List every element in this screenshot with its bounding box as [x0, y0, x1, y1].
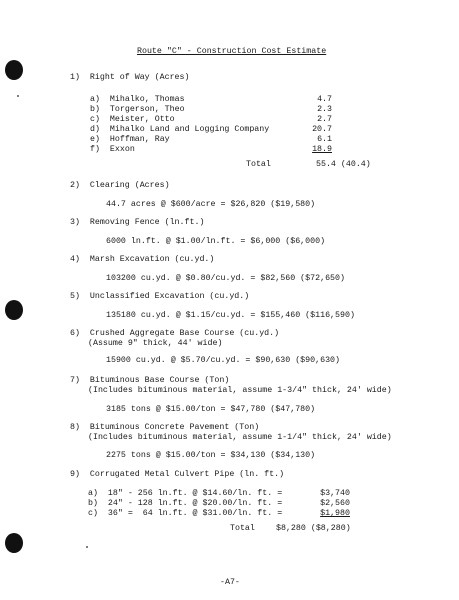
- section-heading: 4) Marsh Excavation (cu.yd.): [70, 255, 215, 264]
- speck: [86, 546, 88, 548]
- calc-line: 135180 cu.yd. @ $1.15/cu.yd. = $155,460 ($116,590): [106, 311, 355, 320]
- section-note: (Assume 9" thick, 44' wide): [88, 339, 223, 348]
- item-label: a) 18" - 256 ln.ft. @ $14.60/ln. ft. =: [88, 489, 283, 498]
- item-label: b) Torgerson, Theo: [90, 105, 185, 114]
- section-note: (Includes bituminous material, assume 1-1/4" thick, 24' wide): [88, 433, 392, 442]
- item-value: $2,560: [320, 499, 350, 508]
- item-label: c) Meister, Otto: [90, 115, 175, 124]
- item-value: $1,980: [320, 509, 350, 518]
- item-label: e) Hoffman, Ray: [90, 135, 170, 144]
- binder-hole: [5, 60, 23, 80]
- section-heading: 5) Unclassified Excavation (cu.yd.): [70, 292, 250, 301]
- calc-line: 15900 cu.yd. @ $5.70/cu.yd. = $90,630 ($90,630): [106, 356, 341, 365]
- calc-line: 6000 ln.ft. @ $1.00/ln.ft. = $6,000 ($6,000): [106, 237, 326, 246]
- page-title: Route "C" - Construction Cost Estimate: [137, 47, 327, 56]
- total-value: 55.4 (40.4): [316, 160, 371, 169]
- calc-line: 3185 tons @ $15.00/ton = $47,780 ($47,780): [106, 405, 316, 414]
- total-label: Total: [246, 160, 271, 169]
- binder-hole: [5, 300, 23, 320]
- section-heading: 6) Crushed Aggregate Base Course (cu.yd.): [70, 329, 280, 338]
- calc-line: 103200 cu.yd. @ $0.80/cu.yd. = $82,560 ($72,650): [106, 274, 345, 283]
- total-value: $8,280 ($8,280): [276, 524, 351, 533]
- section-heading: 2) Clearing (Acres): [70, 181, 170, 190]
- binder-hole: [5, 533, 23, 553]
- total-label: Total: [230, 524, 255, 533]
- item-label: c) 36" = 64 ln.ft. @ $31.00/ln. ft. =: [88, 509, 283, 518]
- section-heading: 1) Right of Way (Acres): [70, 73, 190, 82]
- section-heading: 8) Bituminous Concrete Pavement (Ton): [70, 423, 260, 432]
- item-value: 2.3: [317, 105, 332, 114]
- calc-line: 2275 tons @ $15.00/ton = $34,130 ($34,130): [106, 451, 316, 460]
- item-value: 20.7: [312, 125, 332, 134]
- item-label: b) 24" - 128 ln.ft. @ $20.00/ln. ft. =: [88, 499, 283, 508]
- calc-line: 44.7 acres @ $600/acre = $26,820 ($19,580): [106, 200, 316, 209]
- speck: [17, 95, 19, 97]
- page-number: -A7-: [220, 578, 240, 587]
- section-heading: 7) Bituminous Base Course (Ton): [70, 376, 230, 385]
- item-value: $3,740: [320, 489, 350, 498]
- section-heading: 9) Corrugated Metal Culvert Pipe (ln. ft.): [70, 470, 285, 479]
- item-value: 6.1: [317, 135, 332, 144]
- section-note: (Includes bituminous material, assume 1-3/4" thick, 24' wide): [88, 386, 392, 395]
- section-heading: 3) Removing Fence (ln.ft.): [70, 218, 205, 227]
- item-value: 4.7: [317, 95, 332, 104]
- item-label: d) Mihalko Land and Logging Company: [90, 125, 270, 134]
- item-value: 18.9: [312, 145, 332, 154]
- item-value: 2.7: [317, 115, 332, 124]
- item-label: a) Mihalko, Thomas: [90, 95, 185, 104]
- item-label: f) Exxon: [90, 145, 135, 154]
